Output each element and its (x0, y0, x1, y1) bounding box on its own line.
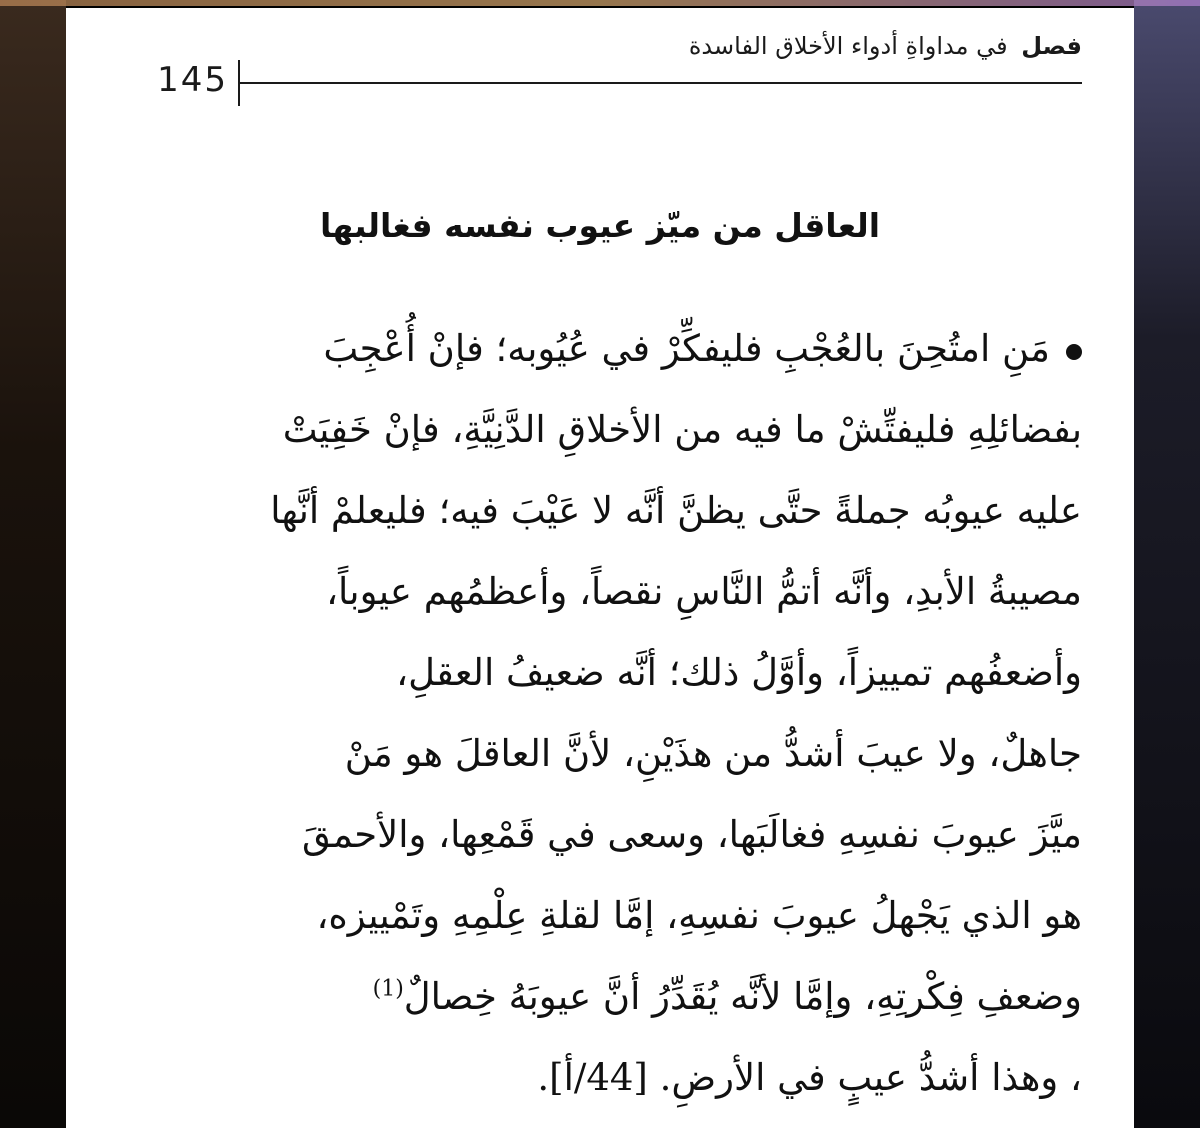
running-header-lead: فصل (1021, 32, 1082, 60)
paragraph-line: عليه عيوبُه جملةً حتَّى يظنَّ أنَّه لا عَيْبَ فيه؛ فليعلمْ أنَّها (270, 489, 1082, 532)
right-background-frame (1134, 0, 1200, 1128)
paragraph-line: ، وهذا أشدُّ عيبٍ في الأرضِ. [44/أ]. (537, 1056, 1082, 1099)
header-separator (238, 60, 240, 106)
paragraph-line: مَنِ امتُحِنَ بالعُجْبِ فليفكِّرْ في عُيُوبه؛ فإنْ أُعْجِبَ (118, 308, 1082, 389)
paragraph-line: هو الذي يَجْهلُ عيوبَ نفسِهِ، إمَّا لقلةِ عِلْمِهِ وتَمْييزه، (316, 894, 1082, 937)
top-edge-glow (0, 0, 1200, 6)
body-paragraph (118, 308, 1082, 1118)
header-rule (238, 82, 1082, 84)
paragraph-line: وأضعفُهم تمييزاً، وأوَّلُ ذلك؛ أنَّه ضعيفُ العقلِ، (396, 651, 1082, 694)
paragraph-line: جاهلٌ، ولا عيبَ أشدُّ من هذَيْنِ، لأنَّ العاقلَ هو مَنْ (344, 732, 1082, 775)
bullet-icon (1066, 344, 1082, 360)
page-number: 145 (157, 60, 228, 100)
paragraph-line: وضعفِ فِكْرتِهِ، وإمَّا لأنَّه يُقَدِّرُ أنَّ عيوبَهُ خِصالٌ$^{(1)}$ (372, 975, 1082, 1018)
running-header-rest: في مداواةِ أدواء الأخلاق الفاسدة (688, 32, 1008, 60)
book-page (66, 8, 1134, 1128)
paragraph-line: ميَّزَ عيوبَ نفسِهِ فغالَبَها، وسعى في قَمْعِها، والأحمقَ (302, 813, 1082, 856)
paragraph-line: بفضائلِهِ فليفتِّشْ ما فيه من الأخلاقِ الدَّنِيَّةِ، فإنْ خَفِيَتْ (282, 408, 1082, 451)
section-title: العاقل من ميّز عيوب نفسه فغالبها (319, 206, 881, 245)
paragraph-line: مصيبةُ الأبدِ، وأنَّه أتمُّ النَّاسِ نقصاً، وأعظمُهم عيوباً، (326, 570, 1082, 613)
left-background-frame (0, 0, 66, 1128)
running-header-title (689, 32, 1082, 60)
footnote-marker[interactable]: (1) (372, 976, 404, 1002)
